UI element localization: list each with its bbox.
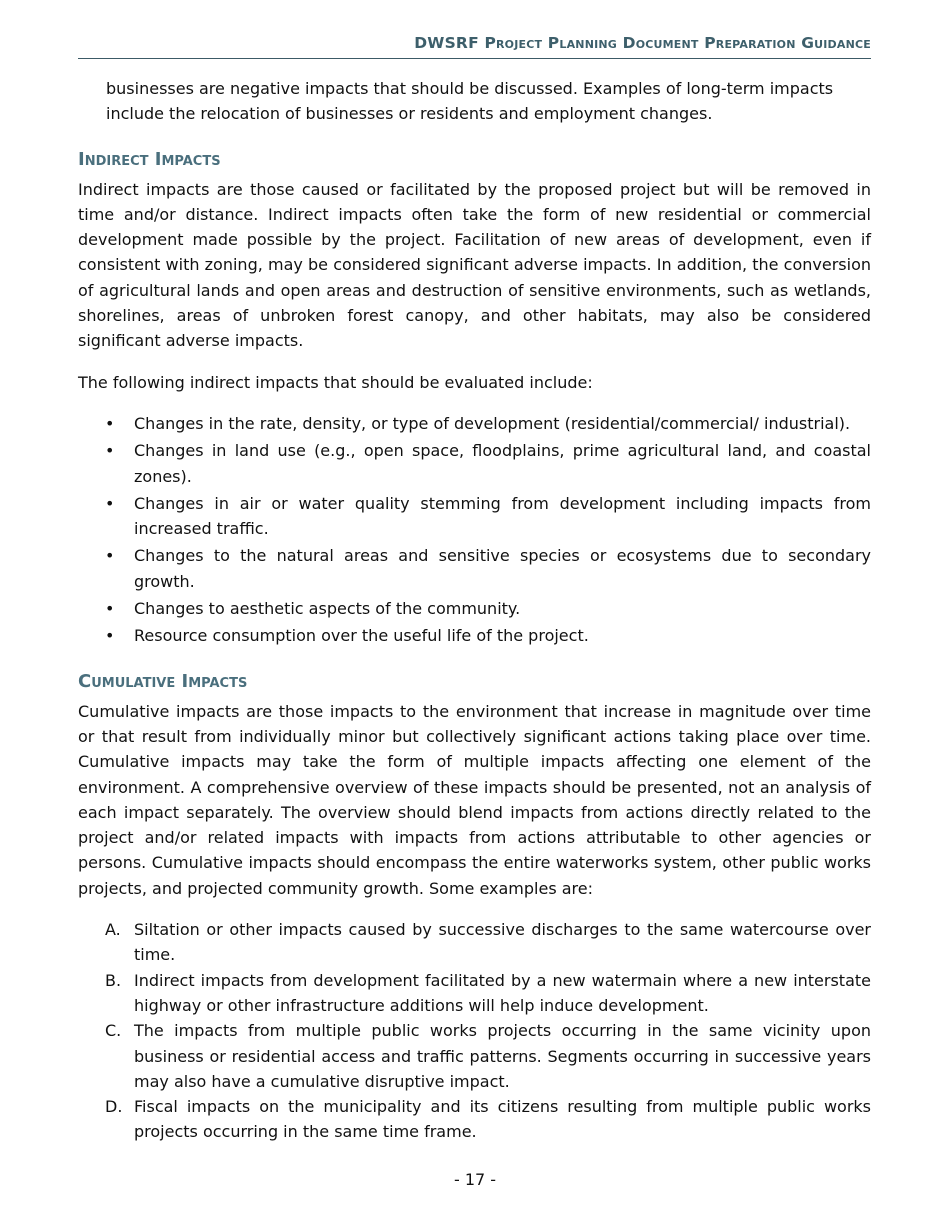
list-item-text: Changes in air or water quality stemming from development including impacts from increased traffic.: [134, 493, 871, 539]
indirect-impacts-list: [78, 411, 871, 649]
cumulative-examples-list: [78, 917, 871, 1145]
bullet-icon: •: [105, 413, 115, 433]
list-marker: B.: [105, 970, 122, 990]
bullet-icon: •: [105, 626, 115, 646]
page-content: [78, 76, 871, 1145]
bullet-icon: •: [105, 493, 115, 513]
list-marker: A.: [105, 920, 121, 940]
list-item: [78, 917, 871, 968]
list-item: [78, 411, 871, 436]
list-item-text: Resource consumption over the useful life of the project.: [134, 626, 589, 646]
indirect-impacts-paragraph: Indirect impacts are those caused or facilitated by the proposed project but will be removed in time and/or distance. Indirect impacts often take the form of new residential or commercial development made possible by the project. Facilitation of new areas of development, even if consistent with zoning, may be considered significant adverse impacts. In addition, the conversion of agricultural lands and open areas and destruction of sensitive environments, such as wetlands, shorelines, areas of unbroken forest canopy, and other habitats, may also be considered significant adverse impacts.: [78, 179, 871, 351]
bullet-icon: •: [105, 599, 115, 619]
bullet-icon: •: [105, 546, 115, 566]
list-item: [78, 968, 871, 1019]
list-item-text: Fiscal impacts on the municipality and its citizens resulting from multiple public works projects occurring in the same time frame.: [134, 1097, 871, 1142]
list-item: [78, 1094, 871, 1145]
list-item-text: Changes to the natural areas and sensitive species or ecosystems due to secondary growth.: [134, 546, 871, 591]
list-item-text: Changes to aesthetic aspects of the community.: [134, 599, 521, 619]
list-item-text: Indirect impacts from development facilitated by a new watermain where a new interstate highway or other infrastructure additions will help induce development.: [134, 970, 871, 1015]
indirect-impacts-heading: Indirect Impacts: [78, 148, 221, 170]
bullet-icon: •: [105, 441, 115, 461]
cumulative-impacts-heading: Cumulative Impacts: [78, 670, 248, 692]
list-item-text: Siltation or other impacts caused by successive discharges to the same watercourse over time.: [134, 920, 871, 965]
running-header: DWSRF Project Planning Document Preparation Guidance: [78, 34, 871, 59]
indirect-impacts-lead: The following indirect impacts that should be evaluated include:: [78, 372, 593, 392]
list-item: [78, 438, 871, 489]
page-number: - 17 -: [453, 1170, 497, 1189]
list-item: [78, 491, 871, 542]
list-item: [78, 596, 871, 621]
list-marker: D.: [105, 1097, 123, 1117]
list-item: [78, 623, 871, 648]
list-item-text: Changes in the rate, density, or type of development (residential/commercial/ industrial).: [134, 413, 851, 433]
cumulative-impacts-paragraph: Cumulative impacts are those impacts to the environment that increase in magnitude over time or that result from individually minor but collectively significant actions taking place over time. Cumulative impacts may take the form of multiple impacts affecting one element of the environment. A comprehensive overview of these impacts should be presented, not an analysis of each impact separately. The overview should blend impacts from actions directly related to the project and/or related impacts with impacts from actions attributable to other agencies or persons. Cumulative impacts should encompass the entire waterworks system, other public works projects, and projected community growth. Some examples are:: [78, 701, 871, 898]
list-item-text: The impacts from multiple public works projects occurring in the same vicinity upon business or residential access and traffic patterns. Segments occurring in successive years may also have a cumulative disruptive impact.: [134, 1021, 871, 1091]
list-item: [78, 1018, 871, 1094]
list-item-text: Changes in land use (e.g., open space, floodplains, prime agricultural land, and coastal zones).: [134, 441, 871, 486]
continuation-paragraph: businesses are negative impacts that should be discussed. Examples of long-term impacts include the relocation of businesses or residents and employment changes.: [106, 79, 834, 124]
list-marker: C.: [105, 1021, 122, 1041]
list-item: [78, 543, 871, 594]
